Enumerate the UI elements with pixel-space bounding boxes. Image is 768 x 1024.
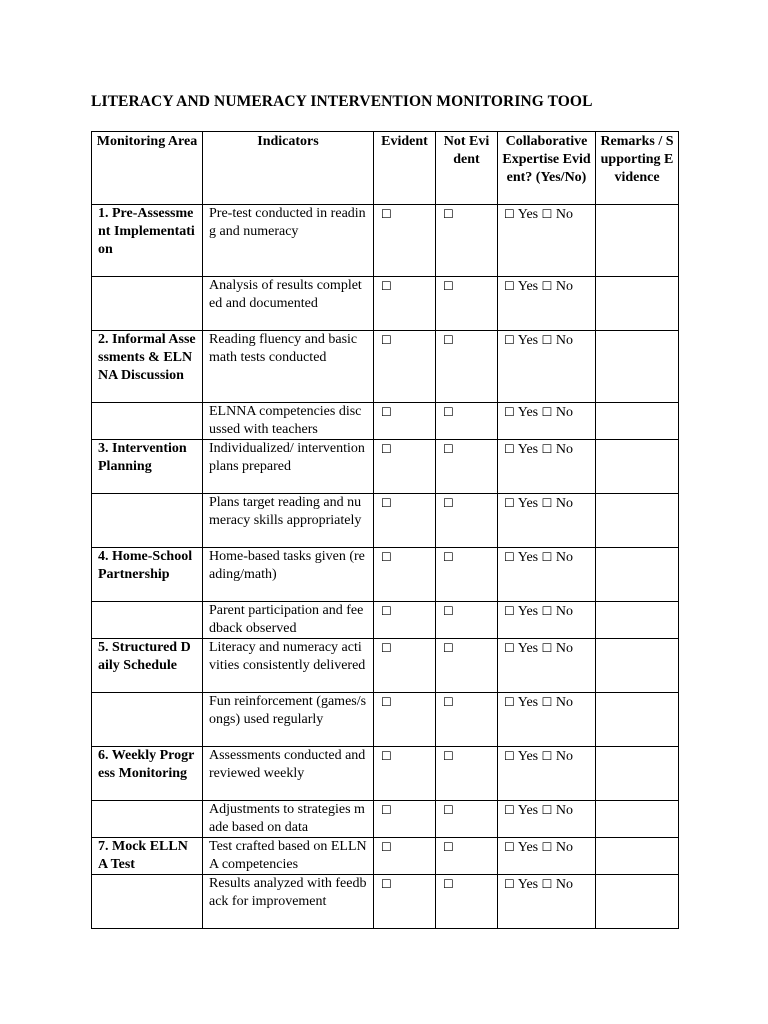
no-checkbox[interactable]: ☐ [541,877,553,891]
evident-cell [374,494,436,548]
yes-label: Yes [517,550,539,565]
table-row [92,838,679,875]
not-evident-checkbox[interactable]: ☐ [443,641,454,655]
collaborative-expertise-cell [498,331,596,403]
remarks-cell[interactable] [596,205,679,277]
no-checkbox[interactable]: ☐ [541,207,553,221]
evident-cell [374,875,436,929]
no-label: No [555,333,574,348]
header-indicators: Indicators [203,132,374,205]
monitoring-area-cell [92,277,203,331]
header-not-evident: Not Evident [436,132,498,205]
no-label: No [555,207,574,222]
yes-label: Yes [517,405,539,420]
table-row [92,639,679,693]
no-label: No [555,803,574,818]
evident-checkbox[interactable]: ☐ [381,877,392,891]
no-checkbox[interactable]: ☐ [541,641,553,655]
indicator-cell: Literacy and numeracy activities consistently delivered [203,639,374,693]
yes-checkbox[interactable]: ☐ [504,749,515,763]
collaborative-expertise-cell [498,494,596,548]
evident-checkbox[interactable]: ☐ [381,604,392,618]
monitoring-area-cell: 2. Informal Assessments & ELNNA Discussion [92,331,203,403]
not-evident-checkbox[interactable]: ☐ [443,442,454,456]
no-label: No [555,279,574,294]
yes-label: Yes [517,641,539,656]
yes-label: Yes [517,279,539,294]
table-row [92,205,679,277]
table-row [92,747,679,801]
yes-checkbox[interactable]: ☐ [504,207,515,221]
yes-label: Yes [517,803,539,818]
table-row [92,693,679,747]
evident-cell [374,838,436,875]
not-evident-cell [436,747,498,801]
no-checkbox[interactable]: ☐ [541,496,553,510]
collaborative-expertise-cell [498,440,596,494]
evident-cell [374,403,436,440]
indicator-cell: Results analyzed with feedback for improvement [203,875,374,929]
evident-checkbox[interactable]: ☐ [381,496,392,510]
evident-cell [374,440,436,494]
remarks-cell[interactable] [596,277,679,331]
not-evident-checkbox[interactable]: ☐ [443,695,454,709]
yes-checkbox[interactable]: ☐ [504,803,515,817]
not-evident-cell [436,602,498,639]
monitoring-area-cell [92,494,203,548]
monitoring-table [91,131,679,929]
no-label: No [555,442,574,457]
not-evident-checkbox[interactable]: ☐ [443,405,454,419]
evident-checkbox[interactable]: ☐ [381,279,392,293]
no-checkbox[interactable]: ☐ [541,840,553,854]
monitoring-area-cell: 1. Pre-Assessment Implementation [92,205,203,277]
not-evident-checkbox[interactable]: ☐ [443,279,454,293]
not-evident-cell [436,801,498,838]
not-evident-cell [436,440,498,494]
no-checkbox[interactable]: ☐ [541,279,553,293]
evident-cell [374,331,436,403]
table-row [92,801,679,838]
yes-label: Yes [517,695,539,710]
header-collaborative-expertise: Collaborative Expertise Evident? (Yes/No) [498,132,596,205]
table-row [92,548,679,602]
no-label: No [555,840,574,855]
monitoring-area-cell [92,602,203,639]
evident-cell [374,639,436,693]
table-row [92,602,679,639]
no-label: No [555,405,574,420]
evident-checkbox[interactable]: ☐ [381,333,392,347]
yes-checkbox[interactable]: ☐ [504,604,515,618]
yes-checkbox[interactable]: ☐ [504,279,515,293]
collaborative-expertise-cell [498,602,596,639]
indicator-cell: Analysis of results completed and documented [203,277,374,331]
evident-checkbox[interactable]: ☐ [381,749,392,763]
monitoring-area-cell [92,403,203,440]
evident-cell [374,602,436,639]
monitoring-area-cell [92,801,203,838]
remarks-cell[interactable] [596,440,679,494]
evident-checkbox[interactable]: ☐ [381,695,392,709]
yes-label: Yes [517,442,539,457]
remarks-cell[interactable] [596,838,679,875]
not-evident-cell [436,838,498,875]
yes-checkbox[interactable]: ☐ [504,695,515,709]
no-checkbox[interactable]: ☐ [541,405,553,419]
remarks-cell[interactable] [596,639,679,693]
yes-label: Yes [517,333,539,348]
yes-label: Yes [517,604,539,619]
no-label: No [555,695,574,710]
table-row [92,331,679,403]
no-checkbox[interactable]: ☐ [541,749,553,763]
remarks-cell[interactable] [596,403,679,440]
no-label: No [555,550,574,565]
indicator-cell: Adjustments to strategies made based on data [203,801,374,838]
indicator-cell: ELNNA competencies discussed with teachers [203,403,374,440]
evident-cell [374,747,436,801]
yes-checkbox[interactable]: ☐ [504,550,515,564]
not-evident-cell [436,494,498,548]
table-row [92,440,679,494]
indicator-cell: Home-based tasks given (reading/math) [203,548,374,602]
remarks-cell[interactable] [596,747,679,801]
no-checkbox[interactable]: ☐ [541,695,553,709]
collaborative-expertise-cell [498,403,596,440]
header-row [92,132,679,205]
collaborative-expertise-cell [498,875,596,929]
collaborative-expertise-cell [498,801,596,838]
monitoring-area-cell: 7. Mock ELLNA Test [92,838,203,875]
monitoring-area-cell [92,875,203,929]
yes-checkbox[interactable]: ☐ [504,877,515,891]
no-label: No [555,604,574,619]
remarks-cell[interactable] [596,875,679,929]
evident-cell [374,693,436,747]
yes-checkbox[interactable]: ☐ [504,840,515,854]
evident-checkbox[interactable]: ☐ [381,442,392,456]
yes-checkbox[interactable]: ☐ [504,641,515,655]
not-evident-cell [436,403,498,440]
not-evident-checkbox[interactable]: ☐ [443,877,454,891]
not-evident-checkbox[interactable]: ☐ [443,604,454,618]
no-checkbox[interactable]: ☐ [541,803,553,817]
collaborative-expertise-cell [498,747,596,801]
yes-label: Yes [517,877,539,892]
no-checkbox[interactable]: ☐ [541,550,553,564]
yes-label: Yes [517,840,539,855]
indicator-cell: Reading fluency and basic math tests conducted [203,331,374,403]
remarks-cell[interactable] [596,494,679,548]
not-evident-checkbox[interactable]: ☐ [443,840,454,854]
yes-checkbox[interactable]: ☐ [504,496,515,510]
not-evident-checkbox[interactable]: ☐ [443,749,454,763]
no-checkbox[interactable]: ☐ [541,442,553,456]
header-evident: Evident [374,132,436,205]
evident-cell [374,277,436,331]
evident-checkbox[interactable]: ☐ [381,803,392,817]
evident-checkbox[interactable]: ☐ [381,405,392,419]
no-checkbox[interactable]: ☐ [541,604,553,618]
remarks-cell[interactable] [596,548,679,602]
no-label: No [555,877,574,892]
table-row [92,277,679,331]
evident-checkbox[interactable]: ☐ [381,207,392,221]
indicator-cell: Parent participation and feedback observed [203,602,374,639]
not-evident-cell [436,331,498,403]
evident-checkbox[interactable]: ☐ [381,641,392,655]
table-row [92,494,679,548]
not-evident-cell [436,693,498,747]
collaborative-expertise-cell [498,548,596,602]
no-label: No [555,641,574,656]
monitoring-area-cell: 3. Intervention Planning [92,440,203,494]
indicator-cell: Fun reinforcement (games/songs) used regularly [203,693,374,747]
not-evident-cell [436,548,498,602]
not-evident-cell [436,205,498,277]
indicator-cell: Plans target reading and numeracy skills appropriately [203,494,374,548]
collaborative-expertise-cell [498,693,596,747]
yes-checkbox[interactable]: ☐ [504,442,515,456]
not-evident-cell [436,875,498,929]
not-evident-cell [436,639,498,693]
yes-label: Yes [517,749,539,764]
table-row [92,403,679,440]
remarks-cell[interactable] [596,602,679,639]
evident-checkbox[interactable]: ☐ [381,550,392,564]
monitoring-area-cell: 4. Home-School Partnership [92,548,203,602]
indicator-cell: Assessments conducted and reviewed weekly [203,747,374,801]
monitoring-area-cell [92,693,203,747]
evident-cell [374,205,436,277]
indicator-cell: Pre-test conducted in reading and numeracy [203,205,374,277]
monitoring-area-cell: 6. Weekly Progress Monitoring [92,747,203,801]
evident-cell [374,548,436,602]
not-evident-checkbox[interactable]: ☐ [443,496,454,510]
collaborative-expertise-cell [498,838,596,875]
indicator-cell: Test crafted based on ELLNA competencies [203,838,374,875]
monitoring-area-cell: 5. Structured Daily Schedule [92,639,203,693]
not-evident-checkbox[interactable]: ☐ [443,207,454,221]
yes-label: Yes [517,496,539,511]
indicator-cell: Individualized/ intervention plans prepared [203,440,374,494]
table-row [92,875,679,929]
remarks-cell[interactable] [596,801,679,838]
remarks-cell[interactable] [596,693,679,747]
collaborative-expertise-cell [498,277,596,331]
no-label: No [555,749,574,764]
yes-label: Yes [517,207,539,222]
not-evident-checkbox[interactable]: ☐ [443,550,454,564]
not-evident-cell [436,277,498,331]
collaborative-expertise-cell [498,639,596,693]
not-evident-checkbox[interactable]: ☐ [443,333,454,347]
no-checkbox[interactable]: ☐ [541,333,553,347]
evident-cell [374,801,436,838]
collaborative-expertise-cell [498,205,596,277]
header-monitoring-area: Monitoring Area [92,132,203,205]
yes-checkbox[interactable]: ☐ [504,405,515,419]
table-body [92,205,679,929]
evident-checkbox[interactable]: ☐ [381,840,392,854]
page-title: LITERACY AND NUMERACY INTERVENTION MONITORING TOOL [91,93,593,110]
not-evident-checkbox[interactable]: ☐ [443,803,454,817]
remarks-cell[interactable] [596,331,679,403]
header-remarks: Remarks / Supporting Evidence [596,132,679,205]
no-label: No [555,496,574,511]
yes-checkbox[interactable]: ☐ [504,333,515,347]
